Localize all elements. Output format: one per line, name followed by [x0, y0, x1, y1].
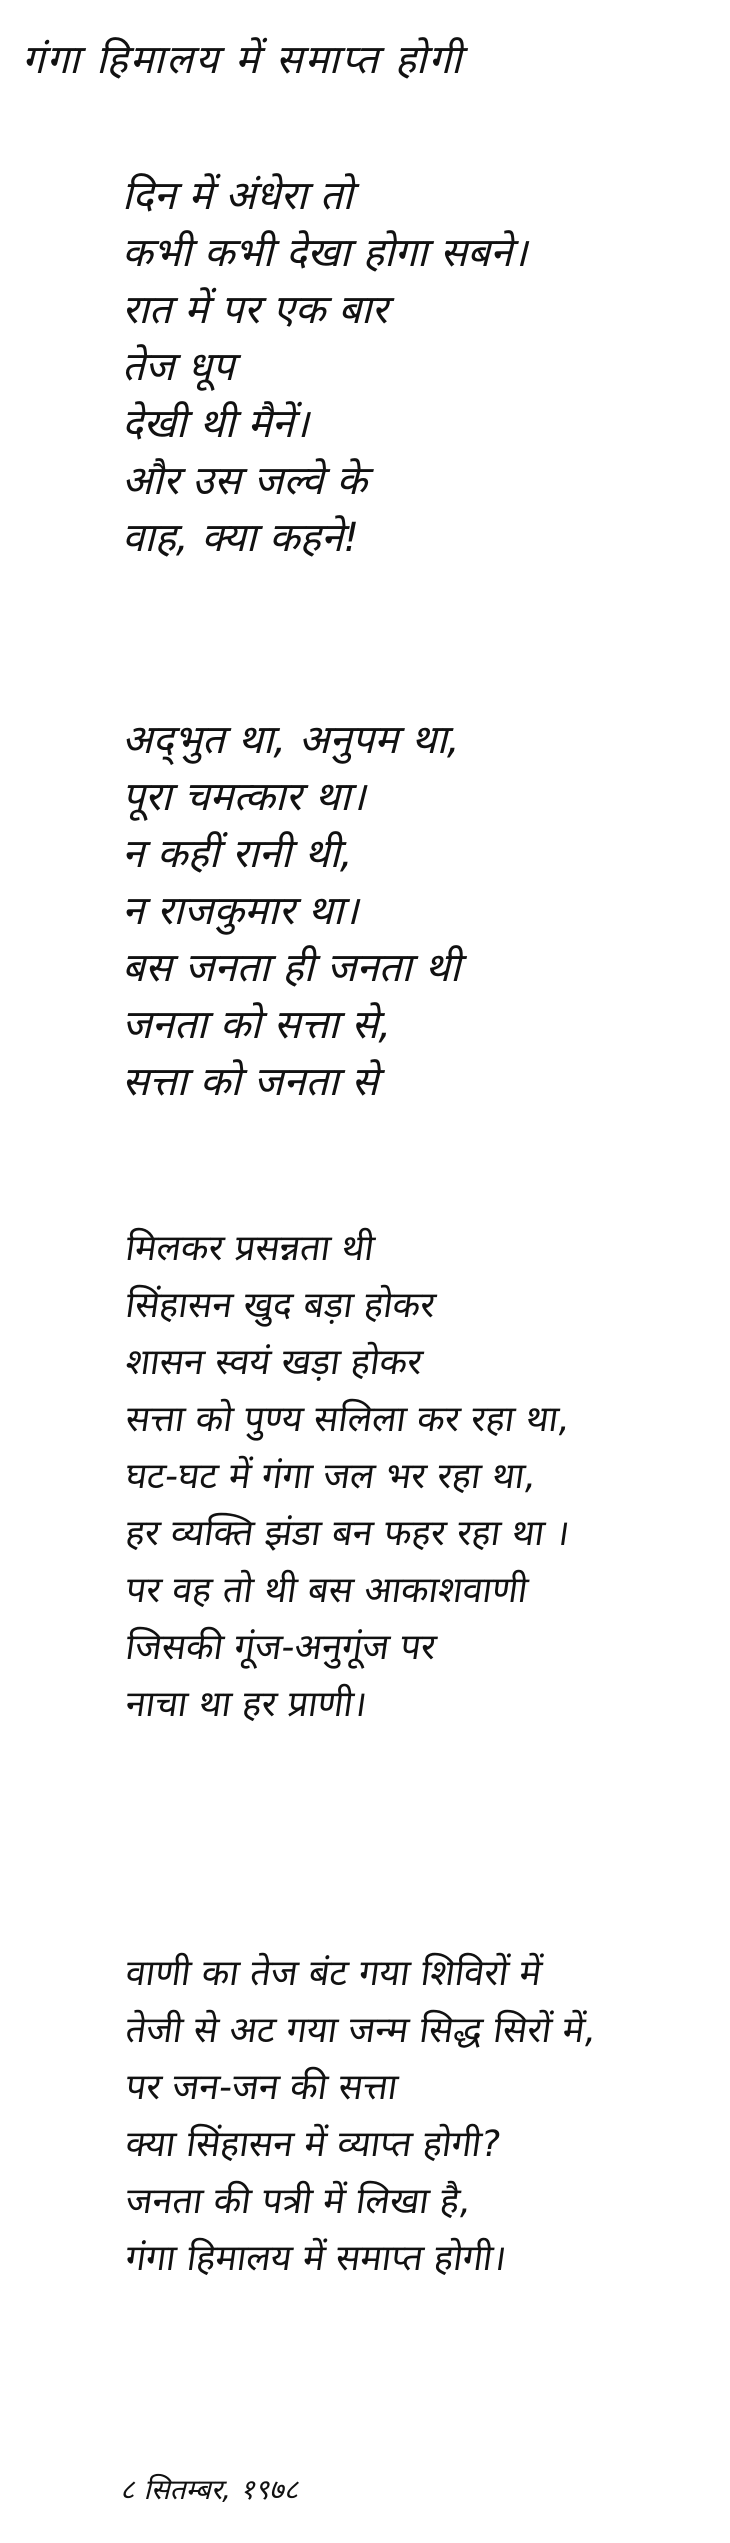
- poem-date: ८ सितम्बर, १९७८: [120, 2473, 299, 2506]
- poem-line: जनता को सत्ता से,: [122, 1002, 392, 1048]
- poem-line: हर व्यक्ति झंडा बन फहर रहा था ।: [123, 1513, 573, 1554]
- poem-line: अद्‌भुत था, अनुपम था,: [122, 717, 460, 763]
- poem-line: न कहीं रानी थी,: [122, 831, 353, 877]
- poem-line: और उस जल्वे के: [122, 458, 368, 504]
- stanza-3: [122, 1220, 573, 1733]
- poem-line: जिसकी गूंज-अनुगूंज पर: [123, 1627, 439, 1668]
- poem-line: तेज धूप: [122, 344, 235, 390]
- poem-line: वाणी का तेज बंट गया शिविरों में: [123, 1953, 545, 1994]
- poem-line: दिन में अंधेरा तो: [122, 173, 353, 219]
- poem-line: देखी थी मैनें।: [122, 401, 309, 447]
- poem-line: कभी कभी देखा होगा सबने।: [122, 230, 528, 276]
- poem-line: सिंहासन खुद बड़ा होकर: [123, 1285, 439, 1326]
- poem-line: न राजकुमार था।: [122, 888, 359, 934]
- poem-title: गंगा हिमालय में समाप्त होगी: [22, 37, 464, 83]
- poem-line: जनता की पत्री में लिखा है,: [123, 2181, 474, 2222]
- poem-line: पर जन-जन की सत्ता: [123, 2067, 401, 2108]
- stanza-2: [122, 712, 460, 1111]
- poem-line: पूरा चमत्कार था।: [122, 774, 366, 820]
- stanza-1: [122, 168, 527, 567]
- poem-line: सत्ता को पुण्य सलिला कर रहा था,: [123, 1399, 573, 1440]
- poem-line: मिलकर प्रसन्नता थी: [123, 1228, 377, 1269]
- stanza-4: [122, 1945, 599, 2287]
- poem-line: रात में पर एक बार: [122, 287, 388, 333]
- poem-line: गंगा हिमालय में समाप्त होगी।: [123, 2238, 510, 2279]
- poem-line: बस जनता ही जनता थी: [122, 945, 461, 991]
- poem-line: नाचा था हर प्राणी।: [123, 1684, 370, 1725]
- poem-line: सत्ता को जनता से: [122, 1059, 379, 1105]
- poem-line: घट-घट में गंगा जल भर रहा था,: [123, 1456, 539, 1497]
- poem-line: क्या सिंहासन में व्याप्त होगी?: [123, 2124, 504, 2165]
- poem-line: वाह, क्या कहने!: [122, 515, 360, 561]
- poem-line: शासन स्वयं खड़ा होकर: [123, 1342, 426, 1383]
- poem-line: तेजी से अट गया जन्म सिद्ध सिरों में,: [123, 2010, 599, 2051]
- poem-line: पर वह तो थी बस आकाशवाणी: [123, 1570, 531, 1611]
